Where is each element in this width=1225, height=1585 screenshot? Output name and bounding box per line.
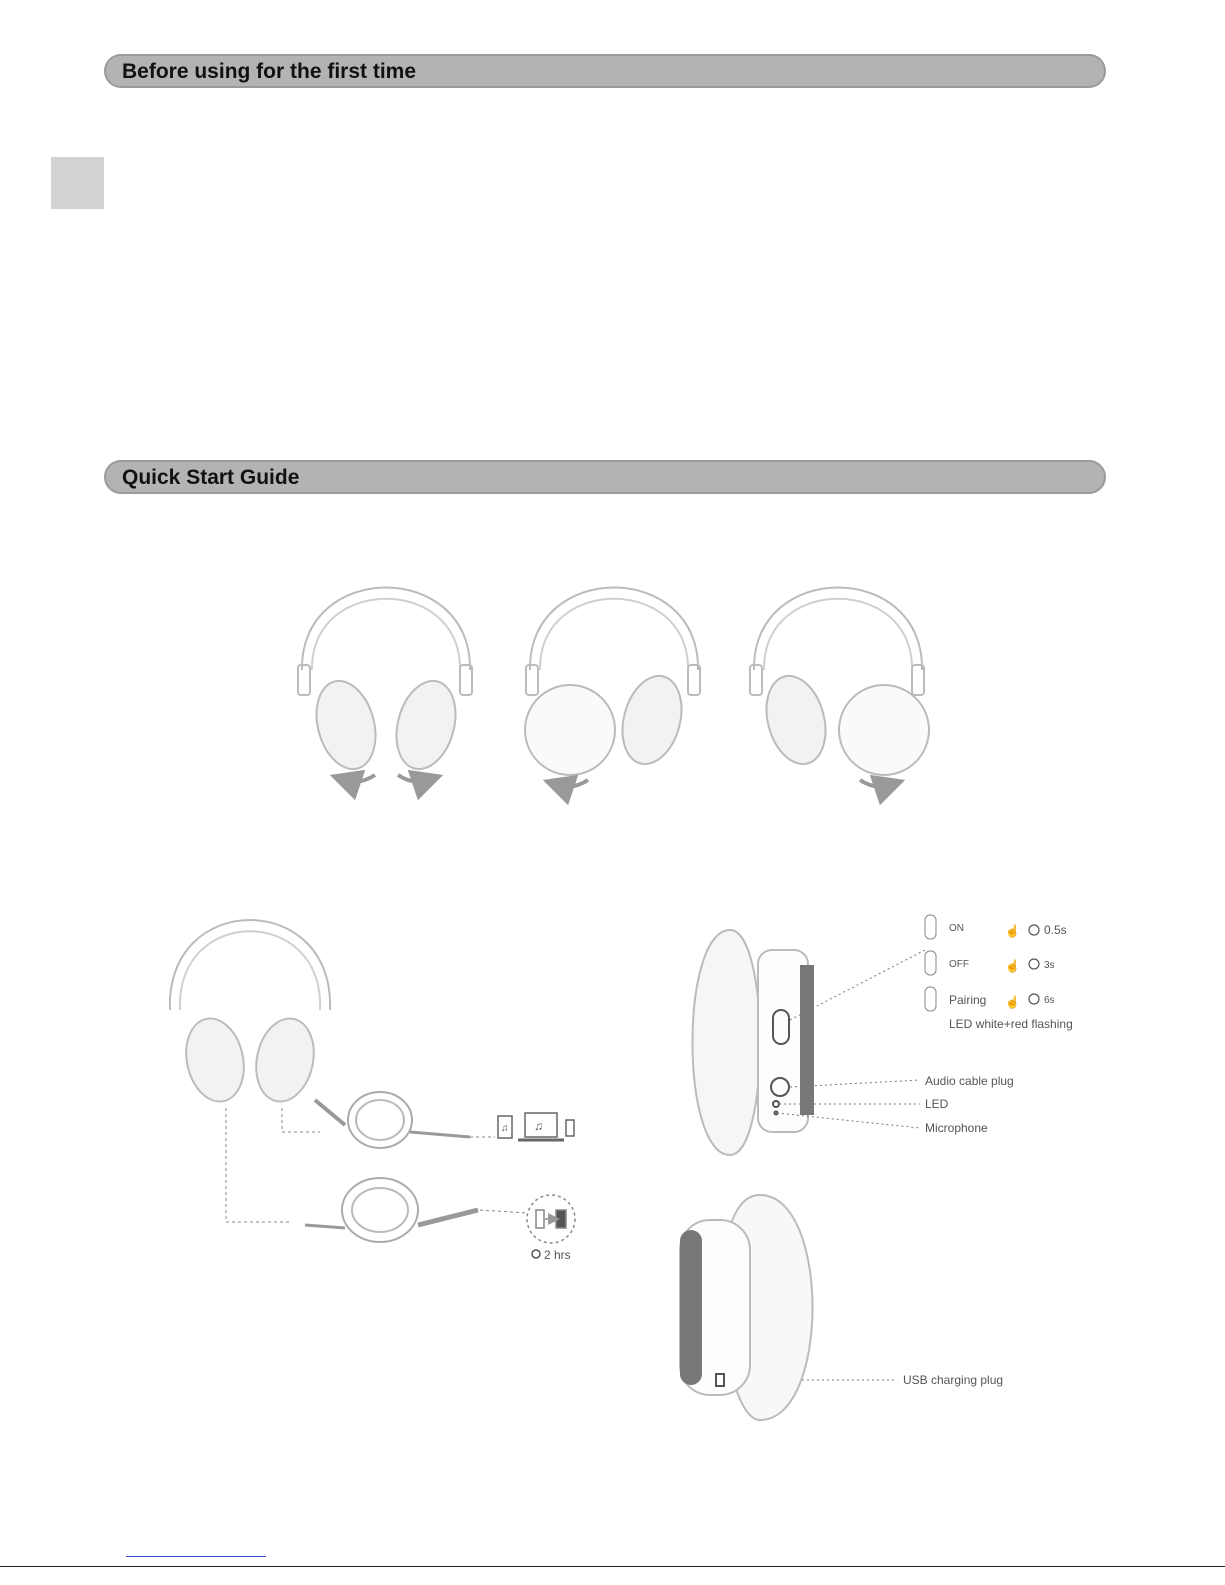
headphones-right-cup-open-illustration (750, 588, 929, 787)
section-title: Quick Start Guide (122, 466, 300, 489)
footer-rule (0, 1566, 1225, 1567)
earcup-usb-view-illustration (680, 1195, 813, 1420)
pairing-led-note: LED white+red flashing (949, 1017, 1073, 1031)
callout-audio-cable-plug: Audio cable plug (925, 1074, 1014, 1088)
headphones-cables-illustration (170, 920, 478, 1242)
hand-press-icon: ☝ (1005, 959, 1020, 973)
control-pairing-label: Pairing (949, 993, 987, 1007)
control-pairing-time: 6s (1044, 995, 1055, 1006)
earcup-side-view-illustration (693, 930, 815, 1155)
charging-time-label (532, 1248, 571, 1262)
headphones-folded-both-illustration (298, 588, 472, 782)
control-off-time: 3s (1044, 960, 1055, 971)
section-title: Before using for the first time (122, 60, 417, 83)
callout-usb-charging-plug: USB charging plug (903, 1373, 1004, 1387)
control-on-time: 0.5s (1044, 923, 1067, 937)
footer-link-underline (126, 1556, 266, 1557)
control-legend (925, 915, 1073, 1031)
music-devices-icon (470, 1113, 574, 1140)
svg-text:♫: ♫ (501, 1123, 509, 1134)
callout-microphone: Microphone (925, 1121, 988, 1135)
hand-press-icon: ☝ (1005, 995, 1020, 1009)
svg-text:♫: ♫ (534, 1119, 543, 1133)
control-off-label: OFF (949, 959, 969, 970)
control-on-label: ON (949, 923, 964, 934)
headphones-left-cup-open-illustration (525, 588, 700, 787)
svg-text:2 hrs: 2 hrs (544, 1248, 571, 1262)
hand-press-icon: ☝ (1005, 924, 1020, 938)
charging-battery-icon (480, 1195, 575, 1243)
callout-led: LED (925, 1097, 949, 1111)
